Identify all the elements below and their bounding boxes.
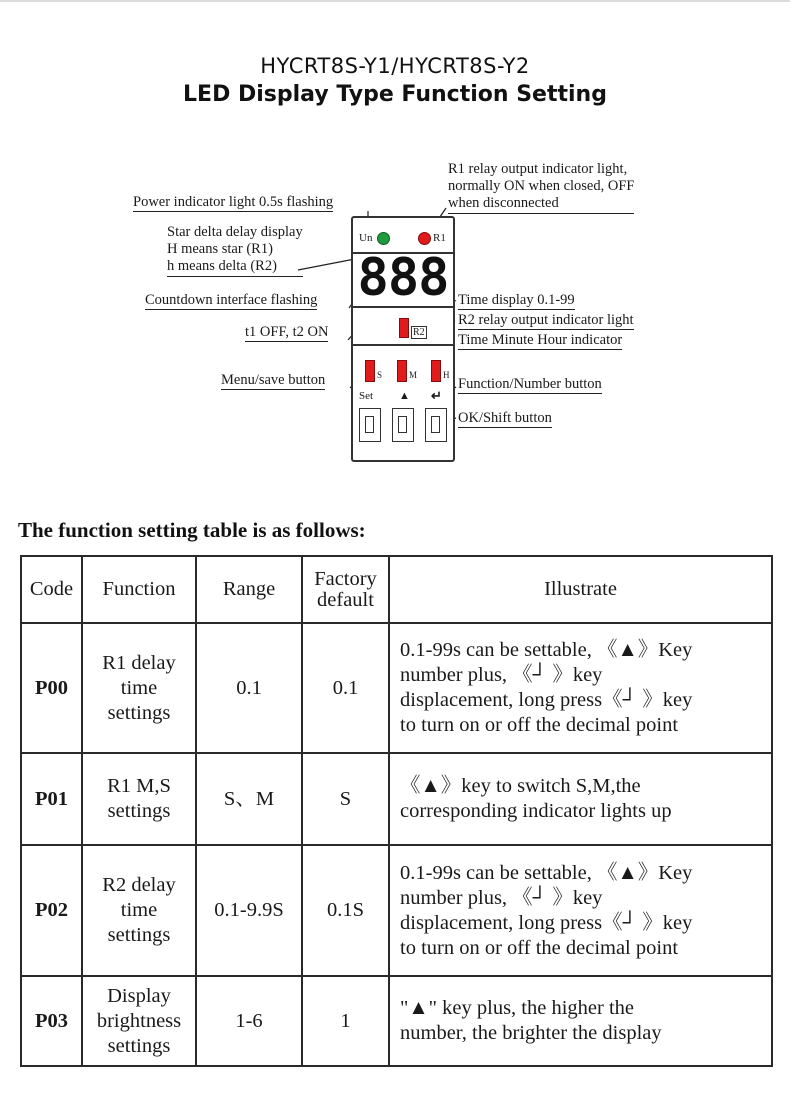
row-function: R2 delay time settings (82, 845, 196, 976)
unit-m-label: M (409, 370, 418, 380)
up-button[interactable] (392, 408, 414, 442)
function-button-label: Function/Number button (458, 376, 602, 392)
row-range: 0.1 (196, 623, 302, 753)
device-panel (351, 216, 455, 462)
row-default: 0.1 (302, 623, 389, 753)
up-arrow-icon: ▲ (399, 390, 410, 402)
unit-s-label: S (377, 370, 383, 380)
header-function: Function (82, 556, 196, 623)
countdown-label: Countdown interface flashing (145, 292, 318, 308)
model-title: HYCRT8S-Y1/HYCRT8S-Y2 (260, 54, 530, 78)
header-illustrate: Illustrate (389, 556, 772, 623)
row-function: Display brightness settings (82, 976, 196, 1066)
row-range: 1-6 (196, 976, 302, 1066)
time-unit-label: Time Minute Hour indicator (458, 332, 623, 348)
power-led-icon (377, 232, 390, 245)
panel-divider (353, 344, 453, 346)
menu-button-label: Menu/save button (221, 372, 326, 388)
header-range: Range (196, 556, 302, 623)
led-un-label: Un (359, 232, 373, 244)
table-section-title: The function setting table is as follows: (18, 518, 366, 542)
r1-led-icon (418, 232, 431, 245)
header-code: Code (21, 556, 82, 623)
row-illustrate: 0.1-99s can be settable, 《▲》Key number plus, 《┘ 》key displacement, long press《┘ 》key to turn on or off the decimal point (389, 623, 772, 753)
r1-indicator-label: R1 relay output indicator light, normally ON when closed, OFF when disconnected (448, 161, 634, 214)
row-range: S、M (196, 753, 302, 845)
unit-h-label: H (443, 370, 450, 380)
set-button-face (365, 416, 374, 433)
enter-button-face (431, 416, 440, 433)
m-led-icon (397, 360, 407, 382)
enter-arrow-icon: ↵ (431, 388, 442, 403)
row-code: P02 (21, 845, 82, 976)
header-factory-default: Factory default (302, 556, 389, 623)
ok-button-label: OK/Shift button (458, 410, 552, 426)
table-header-row (21, 556, 772, 623)
table-row (21, 753, 772, 845)
row-default: 1 (302, 976, 389, 1066)
r2-led-icon (399, 318, 409, 338)
row-code: P03 (21, 976, 82, 1066)
r2-indicator-label: R2 relay output indicator light (458, 312, 634, 328)
row-function: R1 M,S settings (82, 753, 196, 845)
function-setting-table (20, 555, 773, 1067)
set-button[interactable] (359, 408, 381, 442)
table-row (21, 976, 772, 1066)
star-delta-label: Star delta delay display H means star (R1) h means delta (R2) (167, 224, 303, 277)
device-diagram (0, 150, 790, 470)
page-title: LED Display Type Function Setting (183, 82, 607, 107)
top-divider (0, 0, 790, 2)
up-button-face (398, 416, 407, 433)
row-code: P01 (21, 753, 82, 845)
t1-t2-label: t1 OFF, t2 ON (245, 324, 329, 340)
enter-button[interactable] (425, 408, 447, 442)
row-range: 0.1-9.9S (196, 845, 302, 976)
led-r2-label: R2 (413, 327, 425, 338)
row-function: R1 delay time settings (82, 623, 196, 753)
row-illustrate: 《▲》key to switch S,M,the corresponding indicator lights up (389, 753, 772, 845)
panel-divider (353, 306, 453, 308)
row-default: S (302, 753, 389, 845)
row-illustrate: "▲" key plus, the higher the number, the brighter the display (389, 976, 772, 1066)
row-code: P00 (21, 623, 82, 753)
power-indicator-label: Power indicator light 0.5s flashing (133, 194, 334, 210)
h-led-icon (431, 360, 441, 382)
table-row (21, 623, 772, 753)
row-default: 0.1S (302, 845, 389, 976)
set-label: Set (359, 390, 374, 402)
table-row (21, 845, 772, 976)
s-led-icon (365, 360, 375, 382)
row-illustrate: 0.1-99s can be settable, 《▲》Key number plus, 《┘ 》key displacement, long press《┘ 》key to turn on or off the decimal point (389, 845, 772, 976)
led-r1-label: R1 (433, 232, 446, 244)
time-display-label: Time display 0.1-99 (458, 292, 575, 308)
seven-segment-display: 888 (357, 248, 449, 308)
